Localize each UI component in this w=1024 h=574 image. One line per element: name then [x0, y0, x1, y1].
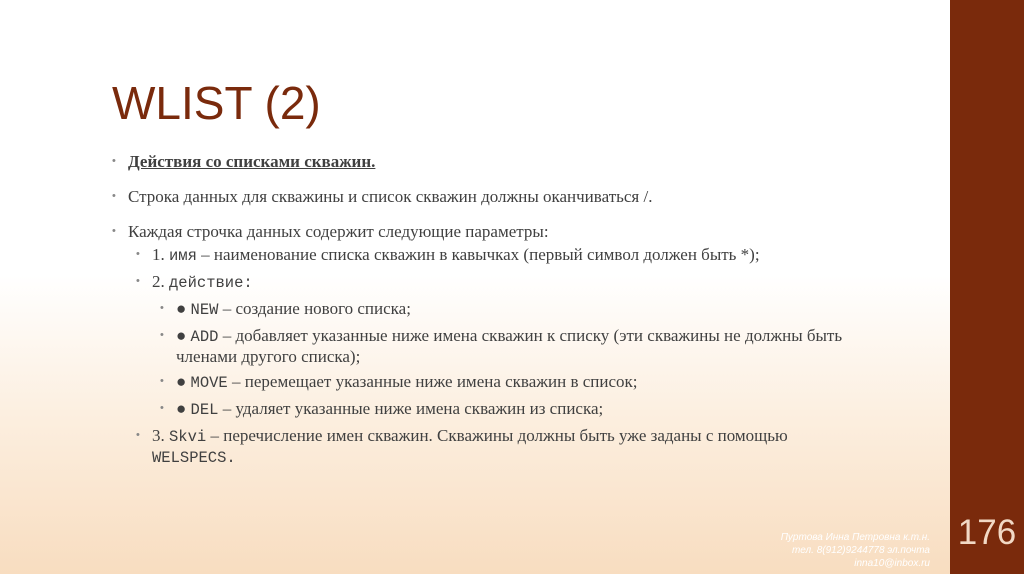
action-text: – создание нового списка;	[218, 299, 411, 318]
param-item	[112, 272, 912, 293]
action-text: – перемещает указанные ниже имена скважин в список;	[227, 372, 638, 391]
action-item	[112, 372, 912, 393]
bullet-text: Действия со списками скважин.	[128, 152, 376, 171]
param-item	[112, 426, 832, 468]
param-code: имя	[169, 247, 197, 265]
action-text: – удаляет указанные ниже имена скважин из списка;	[218, 399, 604, 418]
action-code: DEL	[190, 401, 219, 419]
param-text: – наименование списка скважин в кавычках (первый символ должен быть *);	[196, 245, 760, 264]
bullet-item	[112, 152, 912, 171]
sub-bullet-icon: •	[136, 275, 140, 287]
slide-number: 176	[957, 513, 1017, 552]
bullet-icon: •	[112, 190, 116, 202]
param-code-welspecs: WELSPECS.	[152, 449, 236, 467]
footer-line: inna10@inbox.ru	[854, 558, 930, 569]
slide-title: WLIST (2)	[112, 77, 321, 129]
action-code: ADD	[190, 328, 219, 346]
sub-bullet-icon: •	[136, 248, 140, 260]
bullet-icon: •	[112, 225, 116, 237]
sub-sub-bullet-icon: •	[160, 302, 164, 314]
action-item	[112, 399, 912, 420]
footer-line: Пуртова Инна Петровна к.т.н.	[780, 532, 930, 543]
bullet-text: Каждая строчка данных содержит следующие параметры:	[128, 222, 549, 241]
param-code: действие:	[169, 274, 253, 292]
bullet-icon: •	[112, 155, 116, 167]
action-item	[112, 299, 912, 320]
param-text: – перечисление имен скважин. Скважины должны быть уже заданы с помощью	[206, 426, 788, 445]
sub-sub-bullet-icon: •	[160, 402, 164, 414]
param-prefix: 3.	[152, 426, 169, 445]
sidebar-bar	[950, 0, 1024, 574]
action-item	[112, 326, 876, 366]
slide-content	[112, 152, 912, 468]
action-code: MOVE	[190, 374, 228, 392]
sub-bullet-icon: •	[136, 429, 140, 441]
param-item	[112, 245, 912, 266]
sub-sub-bullet-icon: •	[160, 329, 164, 341]
action-text: – добавляет указанные ниже имена скважин к списку (эти скважины не должны быть членами другого списка);	[176, 326, 843, 366]
bullet-item	[112, 187, 912, 206]
bullet-item	[112, 222, 912, 241]
bullet-text: Строка данных для скважины и список скважин должны оканчиваться /.	[128, 187, 653, 206]
action-code: NEW	[190, 301, 219, 319]
sub-sub-bullet-icon: •	[160, 375, 164, 387]
footer-line: тел. 8(912)9244778 эл.почта	[791, 545, 930, 556]
dot-icon: ●	[176, 299, 187, 318]
dot-icon: ●	[176, 372, 187, 391]
param-code: Skvi	[169, 428, 207, 446]
author-footer	[700, 531, 930, 570]
param-prefix: 1.	[152, 245, 169, 264]
dot-icon: ●	[176, 399, 187, 418]
dot-icon: ●	[176, 326, 187, 345]
param-prefix: 2.	[152, 272, 169, 291]
